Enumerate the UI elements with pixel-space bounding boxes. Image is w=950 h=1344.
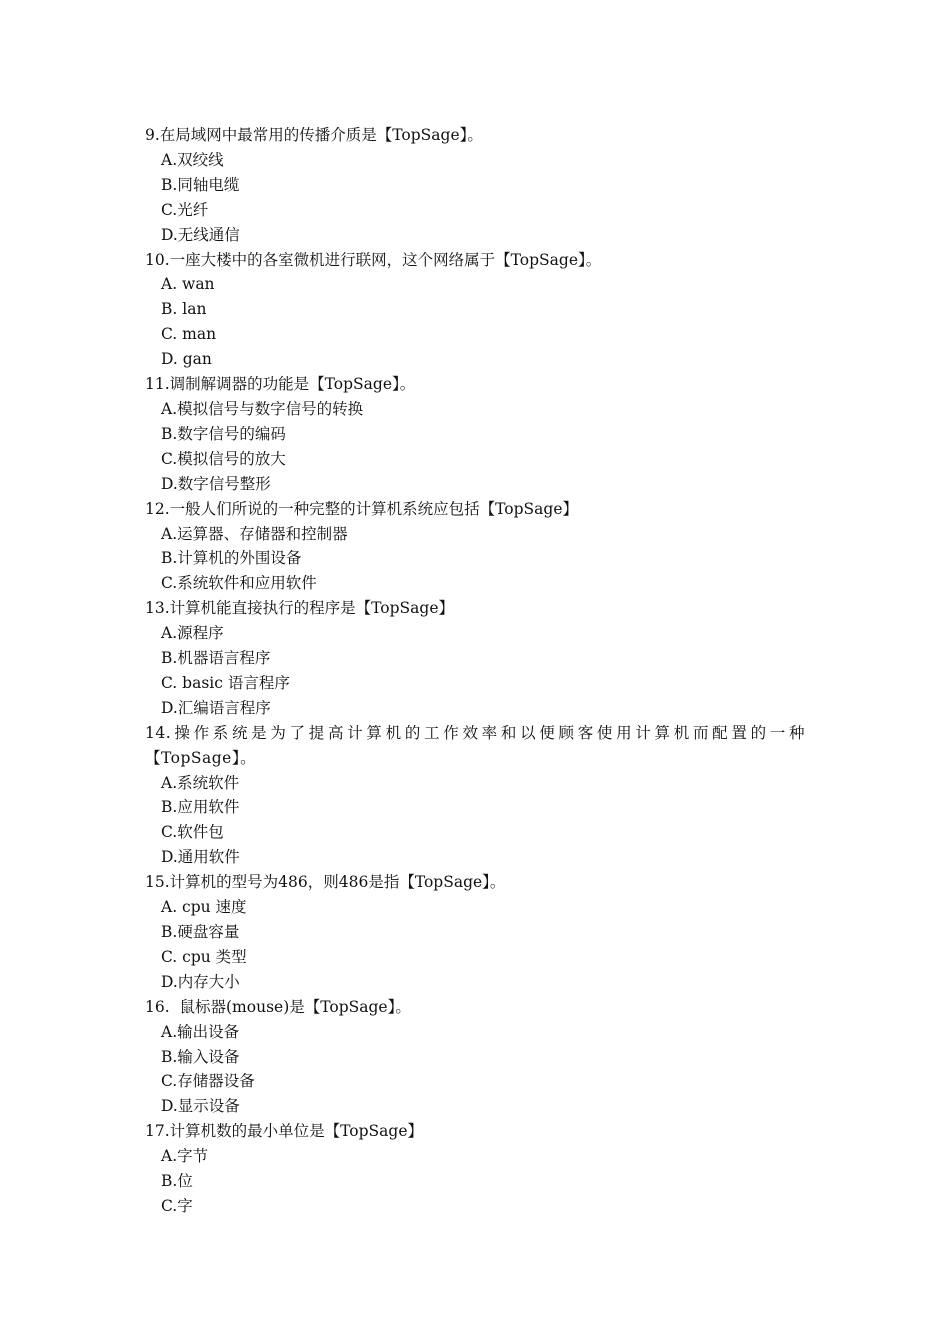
option-a: A.模拟信号与数字信号的转换 [161,399,364,418]
question-text: 14.操作系统是为了提高计算机的工作效率和以便顾客使用计算机而配置的一种【TopSage】。 [145,723,805,767]
option-b: B.位 [161,1172,193,1191]
option-a: A. cpu 速度 [161,898,247,917]
option-c: C. cpu 类型 [161,947,247,966]
question-15 [145,870,805,995]
option-a: A.输出设备 [161,1022,240,1041]
option-a: A. wan [161,275,215,294]
question-12 [145,497,805,597]
option-b: B.计算机的外围设备 [161,549,302,568]
option-a: A.字节 [161,1147,209,1166]
option-b: B.硬盘容量 [161,923,240,941]
question-14 [145,721,805,870]
question-13 [145,596,805,721]
option-d: D.数字信号整形 [161,474,271,493]
option-b: B.输入设备 [161,1047,240,1066]
option-d: D.通用软件 [161,848,240,867]
option-b: B.机器语言程序 [161,649,271,668]
option-c: C.系统软件和应用软件 [161,574,317,593]
question-9 [145,123,805,248]
option-c: C.模拟信号的放大 [161,449,286,468]
option-c: C. man [161,325,217,344]
question-text: 16. 鼠标器(mouse)是【TopSage】。 [145,997,411,1016]
question-text: 13.计算机能直接执行的程序是【TopSage】 [145,599,454,618]
option-c: C.存储器设备 [161,1072,255,1091]
option-a: A.运算器、存储器和控制器 [161,524,348,543]
option-a: A.系统软件 [161,773,240,792]
option-c: C. basic 语言程序 [161,673,290,692]
option-a: A.双绞线 [161,150,224,169]
option-d: D.内存大小 [161,972,240,991]
option-c: C.字 [161,1196,193,1215]
option-d: D.无线通信 [161,225,240,244]
option-b: B.应用软件 [161,798,240,817]
option-d: D.显示设备 [161,1097,240,1116]
option-c: C.光纤 [161,200,209,219]
question-text: 11.调制解调器的功能是【TopSage】。 [145,375,416,394]
question-text: 12.一般人们所说的一种完整的计算机系统应包括【TopSage】 [145,499,578,518]
question-text: 15.计算机的型号为486，则486是指【TopSage】。 [145,873,506,892]
question-10 [145,248,805,373]
question-17 [145,1119,805,1219]
question-text: 17.计算机数的最小单位是【TopSage】 [145,1122,423,1141]
option-d: D. gan [161,350,212,369]
question-16 [145,995,805,1120]
question-11 [145,372,805,497]
option-a: A.源程序 [161,624,224,643]
question-text: 10.一座大楼中的各室微机进行联网，这个网络属于【TopSage】。 [145,250,602,269]
question-list [145,123,805,1219]
option-b: B. lan [161,300,207,319]
option-b: B.数字信号的编码 [161,424,286,443]
option-b: B.同轴电缆 [161,175,240,194]
option-c: C.软件包 [161,823,224,842]
question-text: 9.在局域网中最常用的传播介质是【TopSage】。 [145,126,483,144]
option-d: D.汇编语言程序 [161,698,271,717]
